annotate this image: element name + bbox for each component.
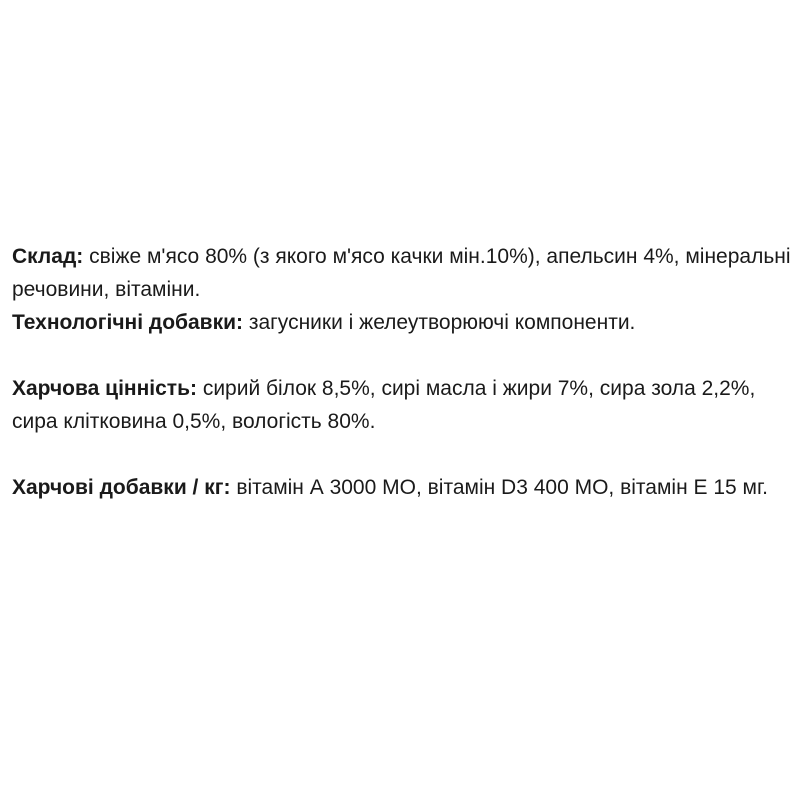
composition-text: свіже м'ясо 80% (з якого м'ясо качки мін.10%), апельсин 4%, мінеральні речовини, вітаміни.	[12, 245, 791, 301]
tech-additives-text: загусники і желеутворюючі компоненти.	[243, 311, 636, 334]
tech-additives-label: Технологічні добавки:	[12, 311, 243, 334]
additives-per-kg-label: Харчові добавки / кг:	[12, 476, 231, 499]
nutrition-paragraph	[12, 372, 796, 438]
nutrition-text: сирий білок 8,5%, сирі масла і жири 7%, сира зола 2,2%, сира клітковина 0,5%, вологість 80%.	[12, 377, 756, 433]
product-description-text	[12, 240, 796, 504]
nutrition-label: Харчова цінність:	[12, 377, 197, 400]
composition-label: Склад:	[12, 245, 84, 268]
additives-per-kg-paragraph	[12, 471, 796, 504]
tech-additives-paragraph	[12, 306, 796, 339]
additives-per-kg-text: вітамін А 3000 МО, вітамін D3 400 МО, вітамін Е 15 мг.	[230, 476, 768, 499]
composition-paragraph	[12, 240, 796, 306]
